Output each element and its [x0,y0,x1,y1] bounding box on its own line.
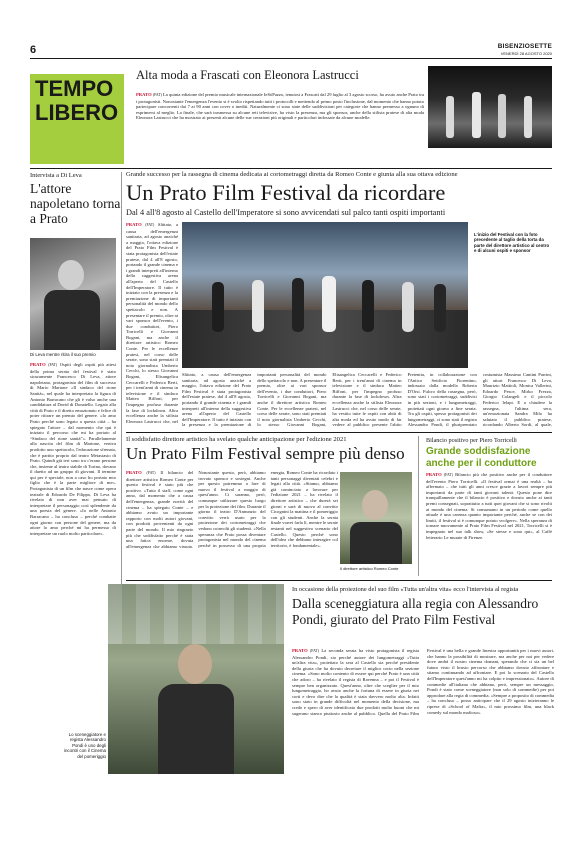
article-text: La quinta edizione del premio musicale internazionale IeSòPazzo, tenutosi a Frascati dal 29 luglio al 3 agosto scorso, ha avuto anche Prato tra i protagonisti. Nonostante l'emergenza l'evento si è svolto rispettando tutti i protocolli e mettendo al primo posto l'inclusione, dal momento che hanno potuto partecipare concorrenti dai 7 ai 90 anni con cover o inediti. Naturalmente ci sono state delle suddivisioni per categorie che hanno permesso a ognuno di esprimersi al meglio. La finale, che sarà trasmessa su alcune reti televisive, ha visto la presenza, ma gli sponsor, anche della stilista pratese di alta moda Eleonora Lastrucci che ha mostrato ai presenti alcune delle sue creazioni più originali e particolari indossate da alcune modelle. [136,92,424,121]
dateline: PRATO [426,472,442,477]
pondi-photo [108,584,284,774]
article-continuation: Slittato, a causa dell'emergenza sanitaria, ad agosto anziché a maggio, l'ottava edizione del Prato Film Festival è stata protagonista dell'estate pratese, dal 4 all'8 agosto, portando il grande cinema e i grandi interpreti all'interno della suggestiva arena all'aperto del Castello dell'Imperatore. Il tutto è iniziato con la presenza e la premiazione di importanti personalità del mondo dello spettacolo e non. A presentare il premio, oltre ai vari sponsor dell'evento, i due conduttori, Piero Torricelli e Giovanni Bogani, ma anche il direttore artistico Romeo Conte. Per le eccellenze pratesi, nel corso delle serate, sono stati premiati il noto giornalista Umberto Cecchi, lo stesso Giovanni Bogani, Elisangelica Ceccarelli e Federico Berti, per i trent'anni di cinema in televisione e il sindaco Matteo Biffoni, per l'impegno profuso durante la fase di lockdown. Altra eccellenza anche la stilista Eleonora Lastrucci che, nel corso delle serate, ha vestito tutte le ospiti con abiti di alta moda ed ha avuto modo di far vedere al pubblico presente l'abito Pretenita, in collaborazione con l'Antico Setificio Fiorentino, indossato dalla modella Roberta D'Orsi. Fulcro della rassegna, però, sono stati i cortometraggi, suddivisi in più sezioni, e i lungometraggi, proiettati ogni giorno a fine serata. Tra gli ospiti, spesso protagonisti dei lungometraggi, ci sono stati il regista Alessandro Pondi, il pluripremiato costumista Massimo Cantini Parrini, gli attori Francesco Di Leva, Maurizio Mattioli, Monica Vallerini, Edoardo Pesce, Mirko Frezza, Giorgio Colangeli e il piccolo Federico Ielapi. E a chiudere la rassegna, l'ultima sera, un'emozionata Sandra Milo ha salutato il pubblico pratese, ricordando Alberto Sordi, al quale, [182,372,552,428]
dateline-suffix: (FAT) [145,223,155,227]
top-story-body [136,92,424,164]
main-story-col1 [126,222,178,426]
bilancio-body [426,472,552,576]
section-divider-2 [126,432,552,433]
article-text: Slittato, a causa dell'emergenza sanitaria, ad agosto anziché a maggio, l'ottava edizione del Prato Film Festival è stata protagonista dell'estate pratese, dal 4 all'8 agosto, portando il grande cinema e i grandi interpreti all'interno della suggestiva arena all'aperto del Castello dell'Imperatore. Il tutto è iniziato con la presenza e la premiazione di importanti personalità del mondo dello spettacolo e non. A presentare il premio, oltre ai vari sponsor dell'evento, i due conduttori, Piero Torricelli e Giovanni Bogani, ma anche il direttore artistico Romeo Conte. Per le eccellenze pratesi, nel corso delle serate, sono stati premiati il noto giornalista Umberto Cecchi, lo stesso Giovanni Bogani, Elisangelica Ceccarelli e Federico Berti, per i trent'anni di cinema in televisione e il sindaco Matteo Biffoni, per l'impegno profuso durante la fase di lockdown. Altra eccellenza anche la stilista Eleonora Lastrucci che, nel [126,222,178,424]
second-story-title: Un Prato Film Festival sempre più denso [126,444,405,463]
romeo-conte-photo [340,472,412,564]
bilancio-kicker: Bilancio positivo per Piero Torricelli [426,437,517,444]
dateline: PRATO [136,92,152,97]
di-leva-photo [30,238,116,350]
main-story-kicker: Grande successo per la rassegna di cinema dedicata ai cortometraggi diretta da Romeo Conte e giunta alla sua ottava edizione [126,171,458,178]
page-number: 6 [30,44,37,56]
pondi-body [292,648,554,776]
interview-kicker: Intervista a Di Leva [30,172,82,179]
second-story-body [126,470,338,576]
article-text: Il bilancio del direttore artistico Romeo Conte per questo festival è stato più che positivo. «Tutto il staff, come ogni anno, dal momento che a causa dell'emergenza, grande novità del cinema – ha spiegato Conte – e abbiamo avuto un importante rapporto con molti autori giovani, con prodotti provenienti da ogni parte del mondo. Il mio ringrazio più che soddisfatto perché è stata una fatica enorme, dovuta all'emergenza che abbiamo vissuto. Nonostante questo, però, abbiamo trovato sponsor e sostegni. Anche per questo potremmo a fare di nuovo il festival a maggio di quest'anno. Ci saranno, però, comunque utilizzare questo luogo per la proiezione dei film. Durante il giorno il teatro D'Annunzio del convitto verrà usato per la proiezione dei cortometraggi che vedono coinvolti gli studenti. «Nella speranza che Prato possa diventare protagonista nel mondo del cinema perché in possesso di una propria energia, Romeo Conte ha ricordato i tanti personaggi diventati celebri e legati alla città. «Stiamo, abbiamo già cominciato a lavorare per l'edizione 2021 – ha rivelato il direttore artistico – che durerà sei giorni e sarà di nuovo al convitto Cicognini la mattina e il pomeriggio con gli studenti. Anche la serata finale vorrei farla lì, mentre le serate restanti nel suggestivo scenario del Castello. Questo perché sono dell'idea che debbano interagire col territorio, è fondamentale». [126,470,338,549]
festival-photo-caption: L'inizio del Festival con la foto precedente al taglio della torta da parte del direttore artistico al centro e di alcuni ospiti e sponsor [474,232,550,254]
section-title-line2: LIBERO [35,100,119,125]
dateline-suffix: (FAT) [48,363,58,367]
article-text: La seconda serata ha visto protagonista il regista Alessandro Pondi, sia perché autore dei lungometraggi «Tutta un'altra vita», proiettato la sera al Castello sia perché presidente della giuria che ha dovuto decretare il miglior corto nella sezione cinema. «Sono molto contento di essere qui perché Prato è una città che adoro – ha rivelato il regista di Ravenna – e poi il Festival è sempre ben organizzato. Quest'anno, oltre che sceglier per il mio lungometraggio, ho avuto anche la fortuna di essere in giuria nei corti e devo dire che la qualità è stata davvero molto alta. Infatti sono stato in grande difficoltà nel momento della decisione, ma credo e spero di aver identificato due prodotti molto buoni che mi sugerano stanco piuttosto anche al pubblico. Quella del Prato Film Festival è una bella e grande finestra opportunità per i nuovi autori, che hanno la possibilità di mostrare, ma anche per noi per vedere dove andrà il nostro cinema domani, sperando che ci sia un bel futuro visto il brusio percorso che abbiamo dovuto affrontare e stiamo continuando ad affrontare. E poi lo scenario del Castello dell'Imperatore quest'anno mi ha colpito e impressionato». Autore di commedie all'italiana che abbiano, però, sempre un messaggio, Pondi è stato come sceneggiatore (non solo di commedie) per poi approdare alla regia di commedia. «Sempre a proposito di commedia – ha concluso – posso anticipare che il 29 agosto inizieranno le riprese di «School of Mafia», il mio prossimo film, una black comedy sul mondo mafioso». [292,648,554,716]
dateline: PRATO [30,362,46,367]
bilancio-title: Grande soddisfazione anche per il conduttore [426,446,537,469]
article-text: Bilancio più che positivo anche per il conduttore dell'evento Piero Torricelli. «Il festival ormai è una realtà – ha affermato – che tutti gli anni cresce grazie a lavori sempre più importanti da parte di tanti giovani talenti. Questo pone dire tranquillamente che il bilancio è positivo e dovuto anche ai tanti premi consegnati, soprattutto a tutti quei giovani che si sono rivolti ai mondo del cinema. Si consumano in un periodo come quello attuale è una carenza quanto importante perché, anche se con dei limiti, il festival si è comunque potuto svolgere». Nella speranza di tornare nuovamente al Prato Film Festival nel 2021, Torricelli si è impegnato nel suo talk show, «Se stesse e sono qui», al Caffè letterario Le murate di Firenze. [426,472,552,540]
interview-body [30,362,116,678]
issue-date: VENERDÌ 28 AGOSTO 2020 [500,51,552,56]
second-story-kicker: Il soddisfatto direttore artistico ha svelato qualche anticipazione per l'edizione 2021 [126,436,347,443]
festival-group-photo [182,222,468,368]
dateline-suffix: (FAT) [310,649,320,653]
dateline: PRATO [126,470,142,475]
main-story-title: Un Prato Film Festival da ricordare [126,180,446,205]
di-leva-photo-caption: Di Leva mentre ritira il suo premio [30,352,96,357]
interview-title: L'attore napoletano torna a Prato [30,181,121,226]
pondi-photo-caption: Lo sceneggiatore e regista Alessandro Pondi è uno degli incontri con il Cinema del pomeriggio [64,732,106,759]
fashion-runway-photo [428,66,552,148]
dateline: PRATO [292,648,308,653]
dateline-suffix: (FAT) [146,471,156,475]
header-rule [30,58,552,59]
section-divider-3 [126,580,552,581]
top-story-title: Alta moda a Frascati con Eleonora Lastrucci [136,68,359,82]
dateline-suffix: (FAT) [443,473,453,477]
section-divider-1 [30,168,552,169]
article-text: Ospiti degli ospiti più attesi della prima serata del festival è stato sicuramente Francesco Di Leva, attore napoletano, protagonista del film di successo di Mario Martone «Il sindaco del rione Sanità», nel quale ha interpretato la figura di Antonio Barracano che gli è valso anche una candidatura al David di Donatello. Legato alla città di Prato e il diretto emozionato e felice di poter ritirare un premio del genere. «Io amo Prato perché sono legato a questa città – ha spiegato l'attore – dal momento che qui è iniziato il percorso che mi ha portato al “Sindaco del rione sanità”». Parallelamente alla nascita del film di Martone, veniva prodotto uno spettacolo, l'educazione sfrenata, che è partito proprio dal teatro Metastasio di Prato. Quindi già ieri sono tra c'erano persone che, insieme al teatro stabile di Torino, dovano il duetto ad un gruppo di giovani. Il termine qui per è speciale, non a caso ho portato mio figlio che è la parte migliore di me». Protagonista di un film che nasce come opera teatrale di Edoardo De Filippo, Di Leva ha rivelato di non aver mai pensato di interpretare il personaggio così splendente da una poesia del genere. «Io nelle Antonio Barracano – ha concluso – perché combatte ogni giorno con persone del genere, ma da attore lo amo perché mi ha permesso di interpretare un ruolo molto particolare». [30,362,116,536]
main-story-lower-text [182,372,552,428]
paper-name: BISENZIOSETTE [497,43,552,50]
dateline-suffix: (FAT) [152,93,162,97]
main-story-subtitle: Dal 4 all'8 agosto al Castello dell'Imperatore si sono avvicendati sul palco tanti ospiti importanti [126,208,446,217]
section-title-line1: TEMPO [35,76,114,101]
dateline: PRATO [126,222,142,227]
pondi-kicker: In occasione della proiezione del suo film «Tutta un'altra vita» ecco l'intervista al regista [292,586,519,593]
section-band [30,74,124,164]
column-rule-2 [418,436,419,576]
romeo-conte-caption: Il direttore artistico Romeo Conte [340,566,399,571]
pondi-title: Dalla sceneggiatura alla regia con Alessandro Pondi, giurato del Prato Film Festival [292,596,539,627]
